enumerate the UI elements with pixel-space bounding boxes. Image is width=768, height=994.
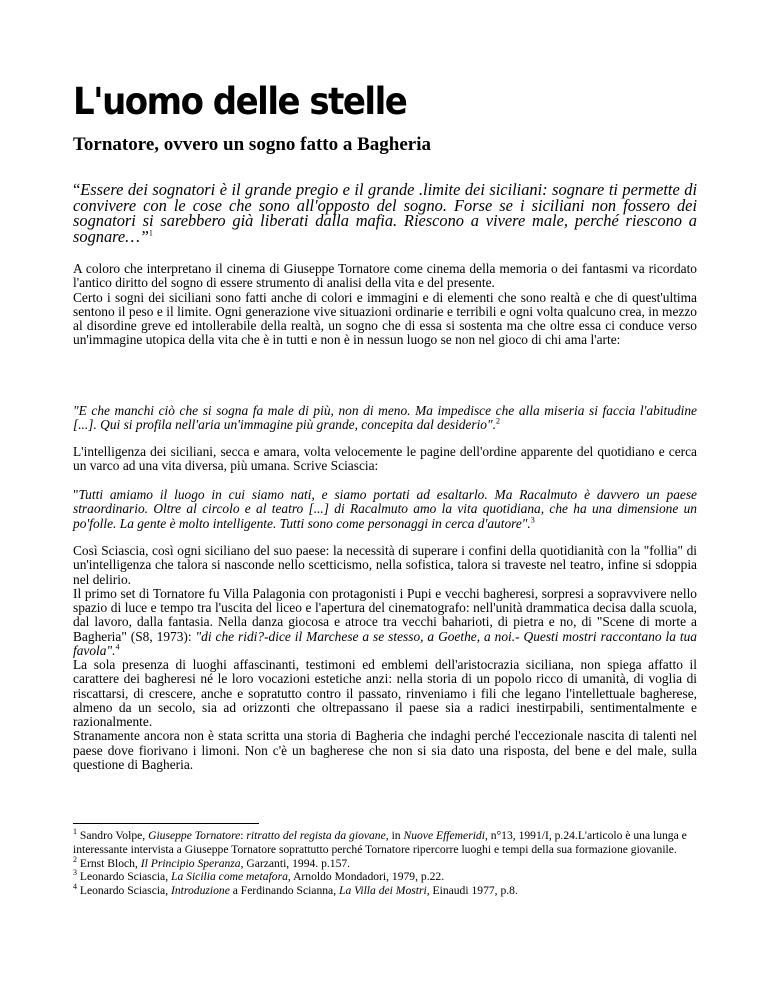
- footnote-number: 4: [73, 882, 77, 892]
- sciascia-quote-open: ": [73, 487, 79, 502]
- footnote-italic: Giuseppe Tornatore: [148, 829, 241, 842]
- footnote-italic: La Sicilia come metafora: [171, 870, 288, 884]
- footnote-text: :: [240, 829, 247, 842]
- sciascia-quote: [73, 488, 697, 531]
- footnote-italic: Nuove Effemeridi: [403, 829, 485, 842]
- document-title: L'uomo delle stelle: [73, 80, 407, 124]
- paragraph-bagheria-b: Stranamente ancora non è stata scritta una storia di Bagheria che indaghi perché l'eccezionale nascita di talenti nel paese dove fiorivano i limoni. Non c'è un bagherese che non si sia dato una risposta, del bene e del male, sulla questione di Bagheria.: [73, 728, 697, 773]
- footnote-text: , in: [385, 829, 404, 842]
- quote-open-mark: “: [73, 180, 81, 199]
- footnote-text: a Ferdinando Scianna,: [229, 884, 339, 898]
- paragraph-bagheria-a: La sola presenza di luoghi affascinanti, testimoni ed emblemi dell'aristocrazia siciliana, non spiega affatto il carattere dei bagheresi né le loro vocazioni estetiche anzi: nella storia di un popolo ricco di umanità, di voglia di riscattarsi, di crescere, anche e sopratutto contro il passato, rinveniamo i fili che legano l'intellettuale bagherese, almeno da un secolo, sia ad orizzonti che oltrepassano il paese sia a radici inestirpabili, sentimentalmente e razionalmente.: [73, 657, 697, 730]
- footnote-italic: Introduzione: [171, 884, 230, 898]
- footnote-ref-4[interactable]: 4: [115, 642, 120, 652]
- footnote-number: 2: [73, 854, 77, 864]
- footnote-1: [73, 829, 697, 857]
- paragraph-sciascia-tornatore: [73, 544, 697, 658]
- footnote-ref-2[interactable]: 2: [495, 416, 500, 426]
- footnote-text: , Garzanti, 1994. p.157.: [240, 856, 351, 870]
- footnote-ref-3[interactable]: 3: [530, 515, 535, 525]
- footnote-number: 1: [73, 827, 77, 837]
- opening-quote: [73, 182, 697, 244]
- footnote-2: [73, 854, 697, 871]
- footnote-text: Leonardo Sciascia,: [77, 870, 172, 884]
- footnote-italic: ritratto del regista da giovane: [246, 829, 386, 842]
- footnote-italic: Il Principio Speranza: [140, 856, 241, 870]
- footnote-4: [73, 884, 697, 898]
- paragraph-intelligence: L'intelligenza dei siciliani, secca e amara, volta velocemente le pagine dell'ordine apparente del quotidiano e cerca un varco ad una vita diversa, più umana. Scrive Sciascia:: [73, 444, 697, 474]
- footnote-text: , n°13, 1991/I, p.24.L'articolo è una lunga e interessante intervista a Giuseppe Tornatore soprattutto perché Tornatore ripercorre luoghi e tempi della sua formazione giovanile.: [73, 829, 687, 856]
- sciascia-quote-text: Tutti amiamo il luogo in cui siamo nati, e siamo portati ad esaltarlo. Ma Racalmuto è davvero un paese straordinario. Oltre al circolo e al teatro [...] di Racalmuto amo la vita quotidiana, che ha una dimensione un po'folle. La gente è molto intelligente. Tutti sono come personaggi in cerca d'autore".: [73, 487, 697, 531]
- paragraph-intro-a: A coloro che interpretano il cinema di Giuseppe Tornatore come cinema della memoria o dei fantasmi va ricordato l'antico diritto del sogno di essere strumento di analisi della vita e del presente.: [73, 261, 697, 291]
- goethe-quote: "di che ridi?-dice il Marchese a se stesso, a Goethe, a noi.- Questi mostri raccontano la tua favola".: [73, 628, 697, 659]
- footnote-3: [73, 870, 697, 884]
- footnote-italic: La Villa dei Mostri: [339, 884, 427, 898]
- opening-quote-text: Essere dei sognatori è il grande pregio e il grande .limite dei siciliani: sognare ti permette di convivere con le cose che sono all'opposto del sogno. Forse se i siciliani non fossero dei sognatori si sarebbero già liberati dalla mafia. Riescono a vivere male, perché riescono a sognare…”: [73, 180, 697, 246]
- paragraph-intro: [73, 262, 697, 348]
- footnote-text: Leonardo Sciascia,: [77, 884, 172, 898]
- footnote-separator: [73, 823, 259, 824]
- paragraph-intro-b: Certo i sogni dei siciliani sono fatti anche di colori e immagini e di elementi che sono realtà e che di quest'ultima sentono il peso e il limite. Ogni generazione vive situazioni ordinarie e terribili e ogni volta qualcuno crea, in mezzo al disordine greve ed intollerabile della realtà, un sogno che di essa si sostenta ma che oltre essa ci conduce verso un'immagine utopica della vita che è in tutti e non è in nessun luogo se non nel gioco di chi ama l'arte:: [73, 289, 697, 348]
- bloch-quote-text: "E che manchi ciò che si sogna fa male di più, non di meno. Ma impedisce che alla miseria si faccia l'abitudine [...]. Qui si profila nell'aria un'immagine più grande, concepita dal desiderio".: [73, 403, 697, 433]
- footnote-number: 3: [73, 868, 77, 878]
- paragraph-first-set: Il primo set di Tornatore fu Villa Palagonia con protagonisti i Pupi e vecchi bagheresi, sorpresi a sopravvivere nello spazio di luce e tempo tra l'uscita del liceo e l'apertura del cinematografo: nell'unità drammatica decisa dalla scuola, dal lavoro, dalla fantasia. Nella danza giocosa e atroce tra vecchi baharioti, di pietra e no, di "Scene di morte a Bagheria" (S8, 1973):: [73, 585, 697, 644]
- footnote-text: , Einaudi 1977, p.8.: [426, 884, 518, 898]
- paragraph-bagheria: [73, 658, 697, 772]
- footnotes: [73, 829, 697, 898]
- footnote-ref-1[interactable]: 1: [148, 228, 153, 238]
- footnote-text: , Arnoldo Mondadori, 1979, p.22.: [287, 870, 445, 884]
- bloch-quote: [73, 404, 697, 433]
- document-subtitle: Tornatore, ovvero un sogno fatto a Bagheria: [73, 134, 432, 155]
- footnote-text: Sandro Volpe,: [77, 829, 149, 842]
- paragraph-sciascia-a: Così Sciascia, così ogni siciliano del suo paese: la necessità di superare i confini della quotidianità con la "follia" di un'intelligenza che talora si nasconde nello scetticismo, nella sofistica, talora si traveste nel teatro, infine si sdoppia nel delirio.: [73, 543, 697, 587]
- footnote-text: Ernst Bloch,: [77, 856, 141, 870]
